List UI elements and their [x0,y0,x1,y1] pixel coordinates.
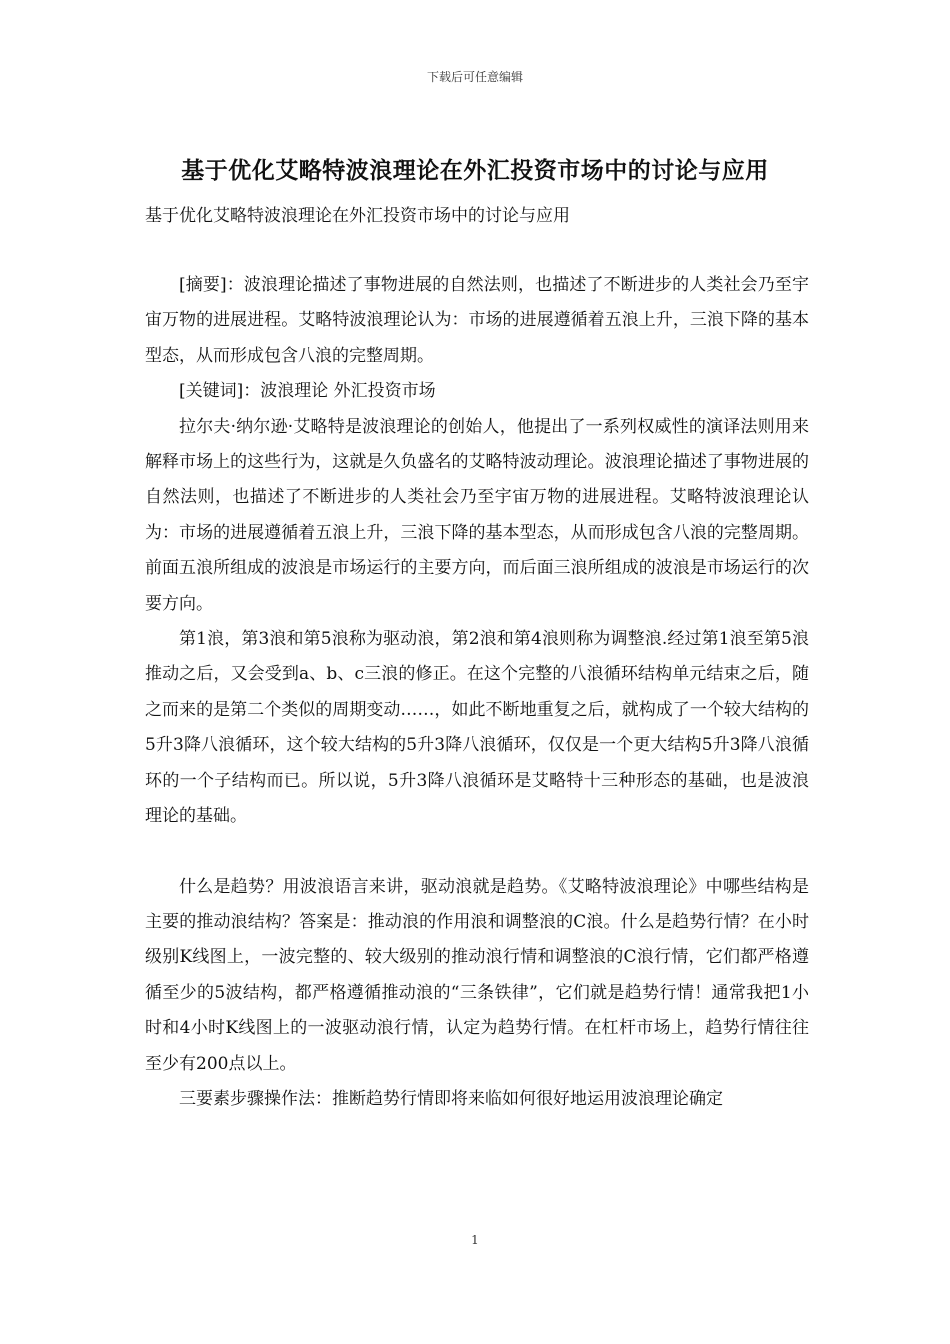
body-paragraph: 拉尔夫·纳尔逊·艾略特是波浪理论的创始人，他提出了一系列权威性的演译法则用来解释市场上的这些行为，这就是久负盛名的艾略特波动理论。波浪理论描述了事物进展的自然法则，也描述了不断进步的人类社会乃至宇宙万物的进展进程。艾略特波浪理论认为：市场的进展遵循着五浪上升，三浪下降的基本型态，从而形成包含八浪的完整周期。前面五浪所组成的波浪是市场运行的主要方向，而后面三浪所组成的波浪是市场运行的次要方向。 [145,416,809,614]
header-note: 下载后可任意编辑 [426,70,523,84]
document-body [145,268,809,1117]
body-paragraph: 什么是趋势？用波浪语言来讲，驱动浪就是趋势。《艾略特波浪理论》中哪些结构是主要的推动浪结构？答案是：推动浪的作用浪和调整浪的C浪。什么是趋势行情？在小时级别K线图上，一波完整的、较大级别的推动浪行情和调整浪的C浪行情，它们都严格遵循至少的5波结构，都严格遵循推动浪的“三条铁律”，它们就是趋势行情！通常我把1小时和4小时K线图上的一波驱动浪行情，认定为趋势行情。在杠杆市场上，趋势行情往往至少有200点以上。 [145,876,809,1074]
body-paragraph: 三要素步骤操作法：推断趋势行情即将来临如何很好地运用波浪理论确定 [179,1088,723,1109]
document-subtitle: 基于优化艾略特波浪理论在外汇投资市场中的讨论与应用 [145,206,570,226]
abstract-paragraph: [摘要]：波浪理论描述了事物进展的自然法则，也描述了不断进步的人类社会乃至宇宙万物的进展进程。艾略特波浪理论认为：市场的进展遵循着五浪上升，三浪下降的基本型态，从而形成包含八浪的完整周期。 [145,275,809,366]
page-number: 1 [471,1233,479,1247]
keywords-paragraph: [关键词]：波浪理论 外汇投资市场 [179,381,436,402]
body-paragraph: 第1浪，第3浪和第5浪称为驱动浪，第2浪和第4浪则称为调整浪.经过第1浪至第5浪推动之后，又会受到a、b、c三浪的修正。在这个完整的八浪循环结构单元结束之后，随之而来的是第二个类似的周期变动……，如此不断地重复之后，就构成了一个较大结构的5升3降八浪循环，这个较大结构的5升3降八浪循环，仅仅是一个更大结构5升3降八浪循环的一个子结构而已。所以说，5升3降八浪循环是艾略特十三种形态的基础，也是波浪理论的基础。 [145,629,809,827]
document-title: 基于优化艾略特波浪理论在外汇投资市场中的讨论与应用 [181,157,769,184]
